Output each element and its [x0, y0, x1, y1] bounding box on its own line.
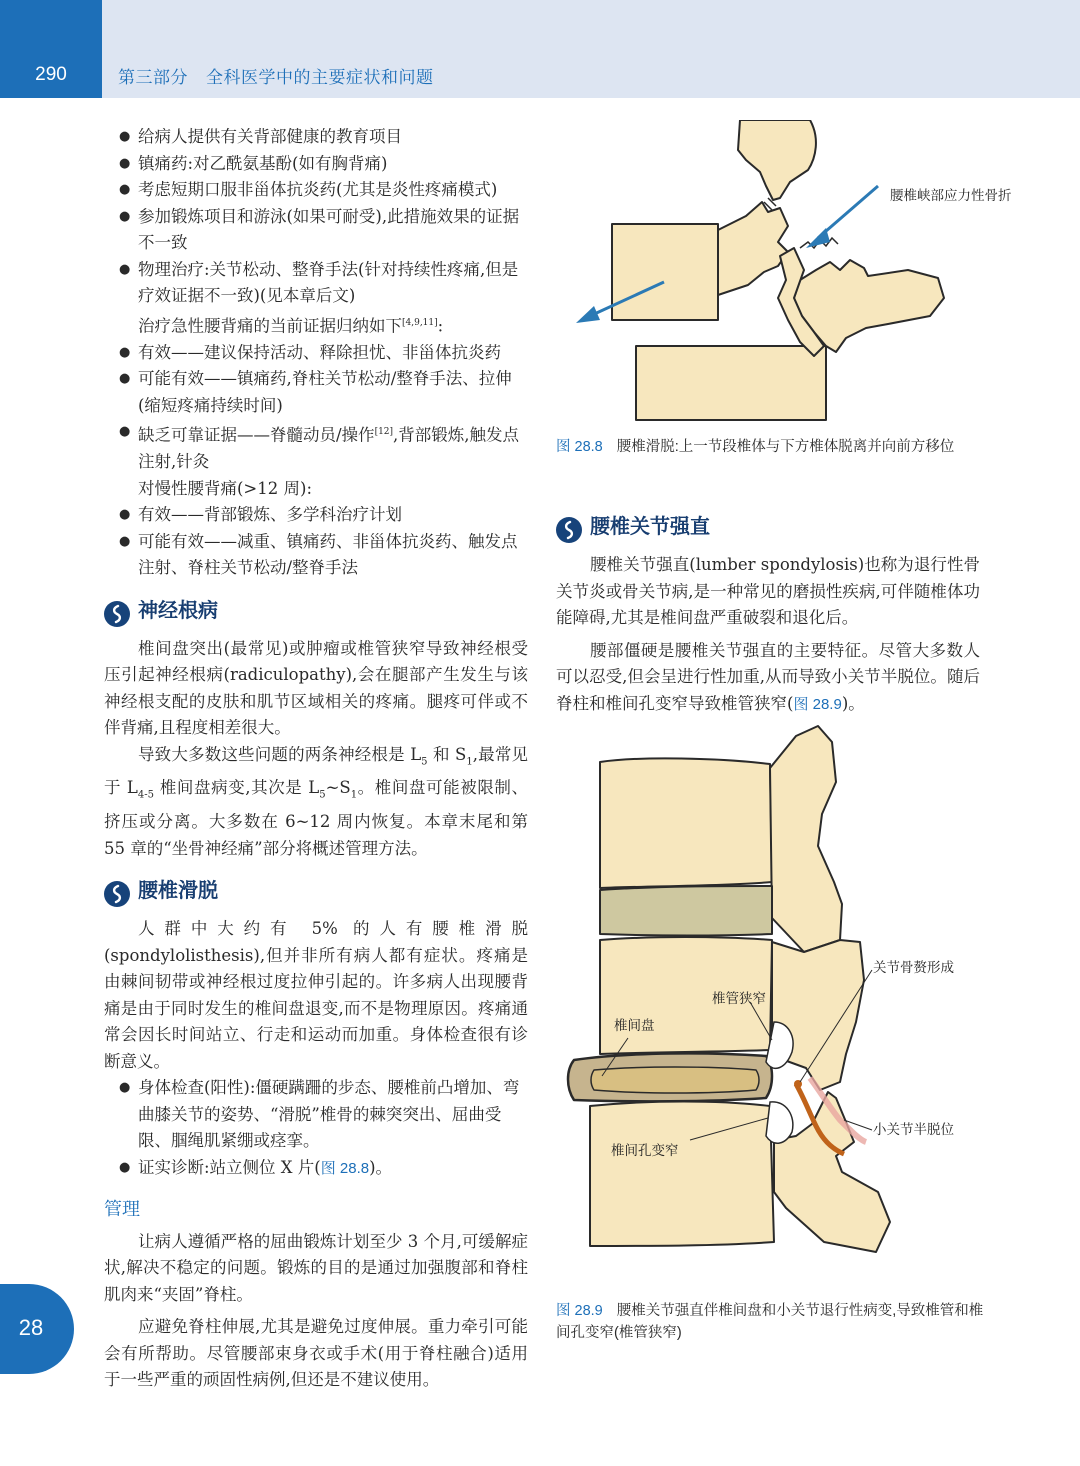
figure-28-8-illustration: [568, 120, 988, 430]
list-item-text: 身体检查(阳性):僵硬蹒跚的步态、腰椎前凸增加、弯曲膝关节的姿势、“滑脱”椎骨的棘突突出、屈曲受限、腘绳肌紧绷或痉挛。: [138, 1078, 520, 1151]
subscript: 1: [350, 789, 358, 801]
acute-intro-text: 治疗急性腰背痛的当前证据归纳如下: [138, 316, 402, 335]
figure-caption: [556, 1300, 986, 1344]
list-item-text: )。: [369, 1157, 393, 1177]
section-title: 腰椎关节强直: [590, 516, 710, 538]
label-osteophyte: 关节骨赘形成: [873, 960, 954, 975]
subsection-title: 管理: [104, 1199, 140, 1220]
running-title: [118, 63, 434, 88]
list-item-text: 给病人提供有关背部健康的教育项目: [138, 127, 402, 146]
list-item-text: 有效——背部锻炼、多学科治疗计划: [138, 505, 402, 524]
page-number: 290: [35, 64, 67, 85]
list-item-text: 镇痛药:对乙酰氨基酚(如有胸背痛): [138, 153, 388, 173]
paragraph: [104, 742, 528, 863]
paragraph: 应避免脊柱伸展,尤其是避免过度伸展。重力牵引可能会有所帮助。尽管腰部束身衣或手术(用于脊柱融合)适用于一些严重的顽固性病例,但还是不建议使用。: [104, 1317, 528, 1390]
text-run: ~S: [325, 778, 351, 798]
subscript: 5: [319, 789, 326, 801]
caption-number: 图 28.9: [556, 1303, 603, 1319]
figure-28-9-illustration: [560, 722, 990, 1282]
spine-icon: [556, 517, 582, 543]
label-subluxation: 小关节半脱位: [873, 1122, 954, 1137]
list-item: ● 可能有效——减重、镇痛药、非甾体抗炎药、触发点注射、脊柱关节松动/整脊手法: [119, 531, 518, 577]
section-heading-radiculopathy: [104, 592, 528, 636]
list-item: ● 物理治疗:关节松动、整脊手法(针对持续性疼痛,但是疗效证据不一致)(见本章后文): [119, 259, 519, 305]
chapter-number: 28: [18, 1315, 44, 1340]
text-run: 和 S: [427, 744, 467, 764]
list-item: ● 给病人提供有关背部健康的教育项目: [119, 127, 402, 146]
citation-ref: [4,9,11]: [402, 317, 438, 328]
label-foramen: 椎间孔变窄: [611, 1143, 679, 1158]
label-disc: 椎间盘: [614, 1018, 655, 1033]
text-run: )。: [841, 693, 865, 713]
list-item: ● 缺乏可靠证据——脊髓动员/操作[12],背部锻炼,触发点注射,针灸: [119, 424, 520, 471]
text-run: 椎间盘病变,其次是 L: [154, 778, 320, 798]
figure-caption: [556, 436, 986, 458]
header-page-number: [0, 0, 102, 98]
acute-intro-end: :: [437, 316, 444, 335]
spine-icon: [104, 601, 130, 627]
list-item: ● 证实诊断:站立侧位 X 片(图 28.8)。: [119, 1157, 393, 1177]
subscript: 5: [421, 755, 428, 767]
list-item: ● 身体检查(阳性):僵硬蹒跚的步态、腰椎前凸增加、弯曲膝关节的姿势、“滑脱”椎骨的棘突突出、屈曲受限、腘绳肌紧绷或痉挛。: [119, 1078, 520, 1151]
list-item: ● 有效——建议保持活动、释除担忧、非甾体抗炎药: [119, 342, 501, 362]
list-item-text: 可能有效——减重、镇痛药、非甾体抗炎药、触发点注射、脊柱关节松动/整脊手法: [138, 531, 518, 577]
text-run: 。椎间盘可能被限制、挤压或分离。大多数在 6~12 周内恢复。本章末尾和第 55 章的“坐骨神经痛”部分将概述管理方法。: [104, 778, 529, 858]
figure-link[interactable]: 图 28.8: [320, 1159, 370, 1177]
list-item: ● 有效——背部锻炼、多学科治疗计划: [119, 505, 402, 524]
list-item-text: 可能有效——镇痛药,脊柱关节松动/整脊手法、拉伸(缩短疼痛持续时间): [138, 369, 512, 415]
label-stenosis: 椎管狭窄: [712, 991, 766, 1006]
list-item: ● 考虑短期口服非甾体抗炎药(尤其是炎性疼痛模式): [119, 180, 498, 199]
section-heading-lumbar-spondylosis: [556, 508, 980, 552]
figure-link[interactable]: 图 28.9: [793, 695, 842, 713]
spine-icon: [104, 881, 130, 907]
section-title: 腰椎滑脱: [138, 880, 218, 903]
chapter-badge: [0, 1284, 74, 1374]
list-item: ● 参加锻炼项目和游泳(如果可耐受),此措施效果的证据不一致: [119, 206, 520, 252]
paragraph: 人群中大约有 5% 的人有腰椎滑脱(spondylolisthesis),但并非所有病人都有症状。疼痛是由棘间韧带或神经根过度拉伸引起的。许多病人出现腰背痛是由于同时发生的椎间盘退变,而不是物理原因。疼痛通常会因长时间站立、行走和运动而加重。身体检查很有诊断意义。: [104, 919, 528, 1071]
list-item-text: 证实诊断:站立侧位 X 片(: [138, 1157, 321, 1177]
caption-text: 腰椎滑脱:上一节段椎体与下方椎体脱离并向前方移位: [616, 439, 955, 455]
list-item-text: ,背部锻炼,触发点注射,针灸: [138, 425, 520, 471]
text-run: ,最常见于 L: [104, 744, 529, 798]
list-item-text: 有效——建议保持活动、释除担忧、非甾体抗炎药: [138, 342, 501, 362]
text-run: 导致大多数这些问题的两条神经根是 L: [138, 744, 422, 764]
paragraph: 让病人遵循严格的屈曲锻炼计划至少 3 个月,可缓解症状,解决不稳定的问题。锻炼的目的是通过加强腹部和脊柱肌肉来“夹固”脊柱。: [104, 1231, 528, 1304]
acute-intro: [104, 310, 528, 340]
list-item-text: 考虑短期口服非甾体抗炎药(尤其是炎性疼痛模式): [138, 180, 498, 199]
subscript: 4-5: [137, 789, 154, 801]
paragraph: 腰椎关节强直(lumber spondylosis)也称为退行性骨关节炎或骨关节病,是一种常见的磨损性疾病,可伴随椎体功能障碍,尤其是椎间盘严重破裂和退化后。: [556, 555, 980, 627]
left-column: [104, 124, 528, 1394]
paragraph: 椎间盘突出(最常见)或肿瘤或椎管狭窄导致神经根受压引起神经根病(radiculopathy),会在腿部产生发生与该神经根支配的皮肤和肌节区域相关的疼痛。腿疼可伴或不伴背痛,且程度相差很大。: [104, 638, 528, 737]
subscript: 1: [466, 755, 473, 767]
section-title: 神经根病: [138, 599, 218, 622]
figure-label: 腰椎峡部应力性骨折: [890, 188, 1012, 203]
citation-ref: [12]: [374, 427, 394, 437]
section-heading-spondylolisthesis: [104, 872, 528, 916]
part-title: 全科医学中的主要症状和问题: [206, 68, 434, 87]
paragraph: [556, 638, 980, 719]
part-label: 第三部分: [118, 68, 188, 87]
caption-text: 腰椎关节强直伴椎间盘和小关节退行性病变,导致椎管和椎间孔变窄(椎管狭窄): [556, 1303, 984, 1341]
list-item-text: 参加锻炼项目和游泳(如果可耐受),此措施效果的证据不一致: [138, 206, 520, 252]
list-item: ● 镇痛药:对乙酰氨基酚(如有胸背痛): [119, 153, 388, 173]
text-run: 腰部僵硬是腰椎关节强直的主要特征。尽管大多数人可以忍受,但会呈进行性加重,从而导致小关节半脱位。随后脊柱和椎间孔变窄导致椎管狭窄(: [556, 640, 980, 713]
caption-number: 图 28.8: [556, 439, 603, 455]
list-item: ● 可能有效——镇痛药,脊柱关节松动/整脊手法、拉伸(缩短疼痛持续时间): [119, 369, 512, 415]
list-item-text: 缺乏可靠证据——脊髓动员/操作: [138, 425, 375, 445]
list-item-text: 物理治疗:关节松动、整脊手法(针对持续性疼痛,但是疗效证据不一致)(见本章后文): [138, 259, 519, 305]
chronic-intro: 对慢性腰背痛(>12 周):: [138, 478, 312, 498]
right-column: [556, 508, 980, 718]
page-header: [0, 0, 1080, 98]
